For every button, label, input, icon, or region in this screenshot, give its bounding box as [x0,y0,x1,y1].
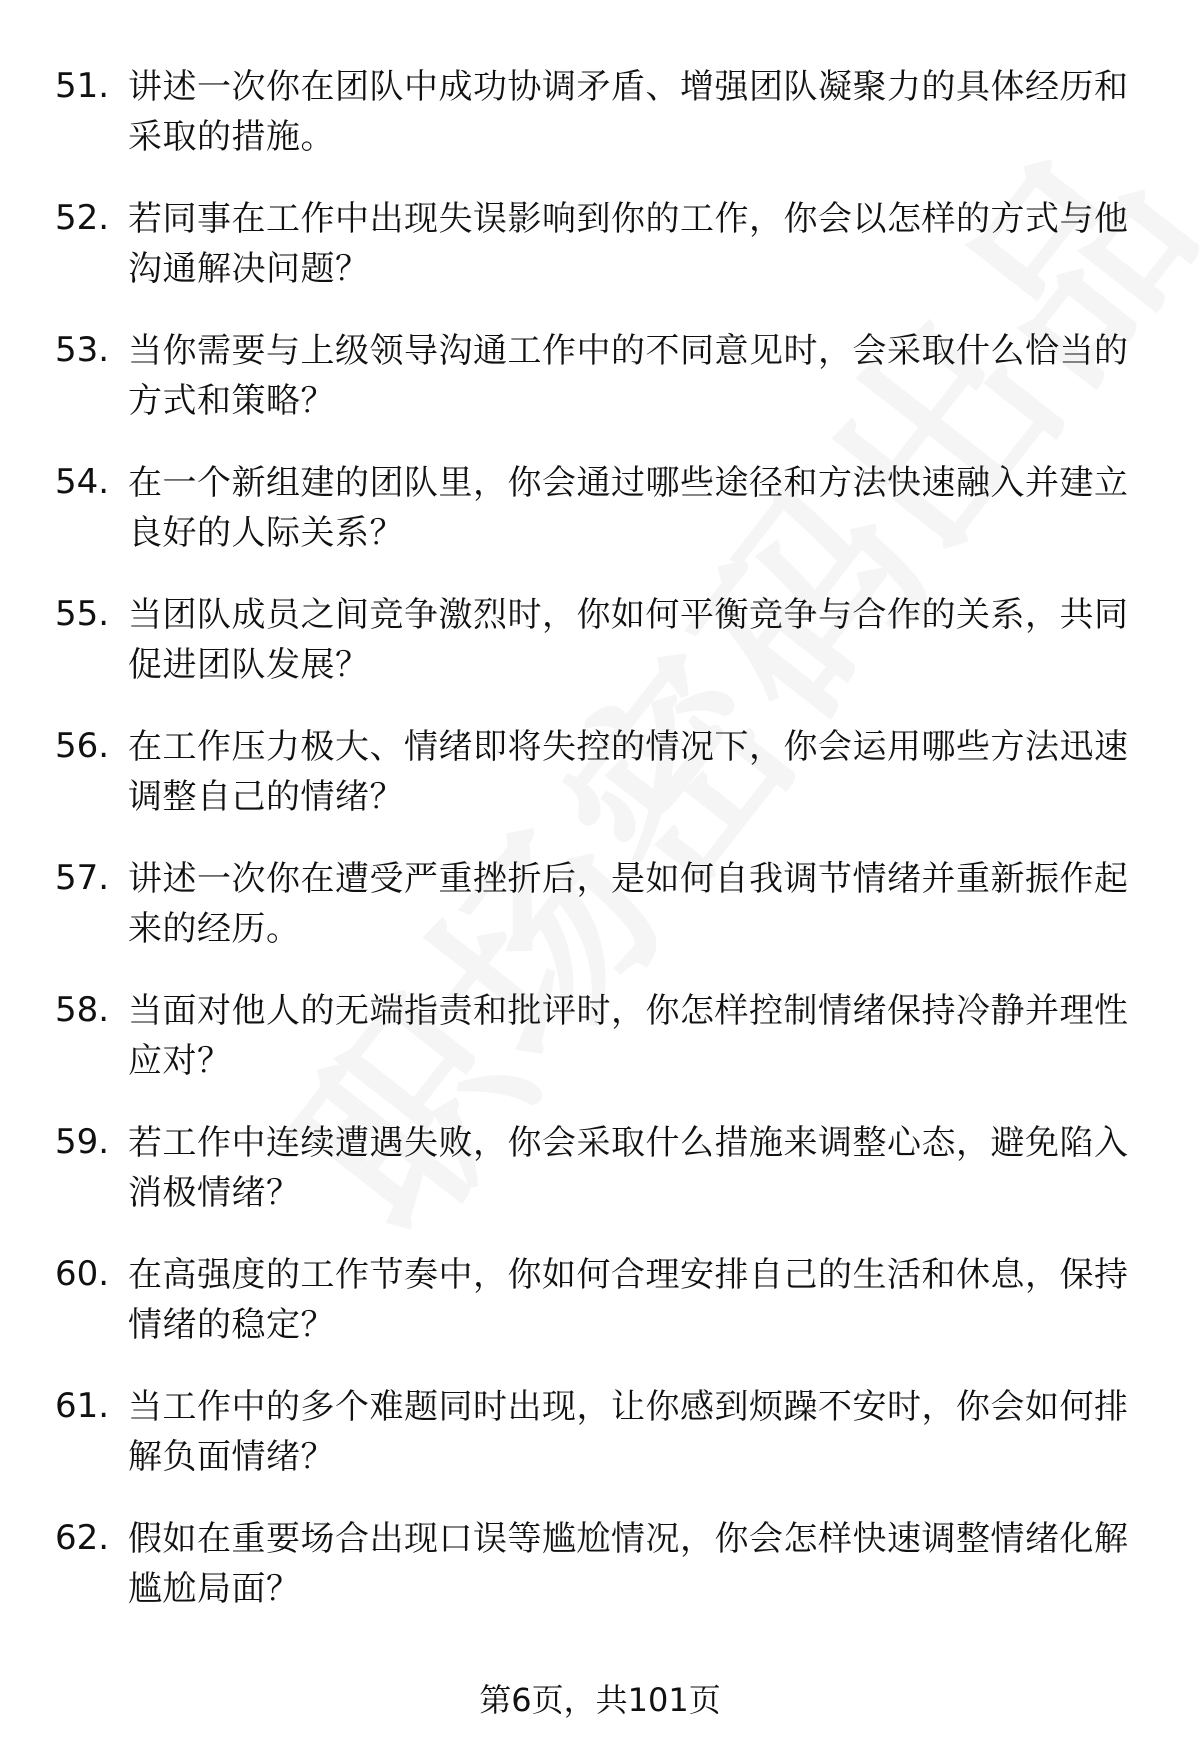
question-text: 在高强度的工作节奏中，你如何合理安排自己的生活和休息，保持情绪的稳定？ [128,1255,1129,1345]
question-text: 当团队成员之间竞争激烈时，你如何平衡竞争与合作的关系，共同促进团队发展？ [128,595,1129,685]
question-text: 讲述一次你在遭受严重挫折后，是如何自我调节情绪并重新振作起来的经历。 [128,859,1129,949]
question-item [0,1382,1200,1477]
question-text: 在一个新组建的团队里，你会通过哪些途径和方法快速融入并建立良好的人际关系？ [128,463,1129,553]
question-number: 61. [55,1386,110,1426]
question-number: 59. [55,1122,110,1162]
question-number: 57. [55,858,110,898]
question-number: 56. [55,726,110,766]
question-item [0,590,1200,685]
question-item [0,986,1200,1081]
question-number: 52. [55,198,110,238]
question-item [0,326,1200,421]
question-number: 55. [55,594,110,634]
question-item [0,1118,1200,1213]
question-text: 当工作中的多个难题同时出现，让你感到烦躁不安时，你会如何排解负面情绪？ [128,1387,1129,1477]
question-item [0,458,1200,553]
question-list [0,62,1200,1646]
question-item [0,194,1200,289]
question-text: 当你需要与上级领导沟通工作中的不同意见时，会采取什么恰当的方式和策略？ [128,331,1129,421]
question-text: 若同事在工作中出现失误影响到你的工作，你会以怎样的方式与他沟通解决问题？ [128,199,1129,289]
question-text: 当面对他人的无端指责和批评时，你怎样控制情绪保持冷静并理性应对？ [128,991,1129,1081]
question-text: 假如在重要场合出现口误等尴尬情况，你会怎样快速调整情绪化解尴尬局面？ [128,1519,1129,1609]
question-item [0,62,1200,157]
page-number-label: 第6页，共101页 [479,1681,721,1719]
question-text: 讲述一次你在团队中成功协调矛盾、增强团队凝聚力的具体经历和采取的措施。 [128,67,1129,157]
question-text: 若工作中连续遭遇失败，你会采取什么措施来调整心态，避免陷入消极情绪？ [128,1123,1129,1213]
page-footer [0,1680,1200,1720]
question-number: 54. [55,462,110,502]
question-text: 在工作压力极大、情绪即将失控的情况下，你会运用哪些方法迅速调整自己的情绪？ [128,727,1129,817]
question-number: 51. [55,66,110,106]
question-item [0,854,1200,949]
question-number: 60. [55,1254,110,1294]
question-number: 62. [55,1518,110,1558]
question-item [0,722,1200,817]
question-number: 53. [55,330,110,370]
question-number: 58. [55,990,110,1030]
question-item [0,1250,1200,1345]
question-item [0,1514,1200,1609]
